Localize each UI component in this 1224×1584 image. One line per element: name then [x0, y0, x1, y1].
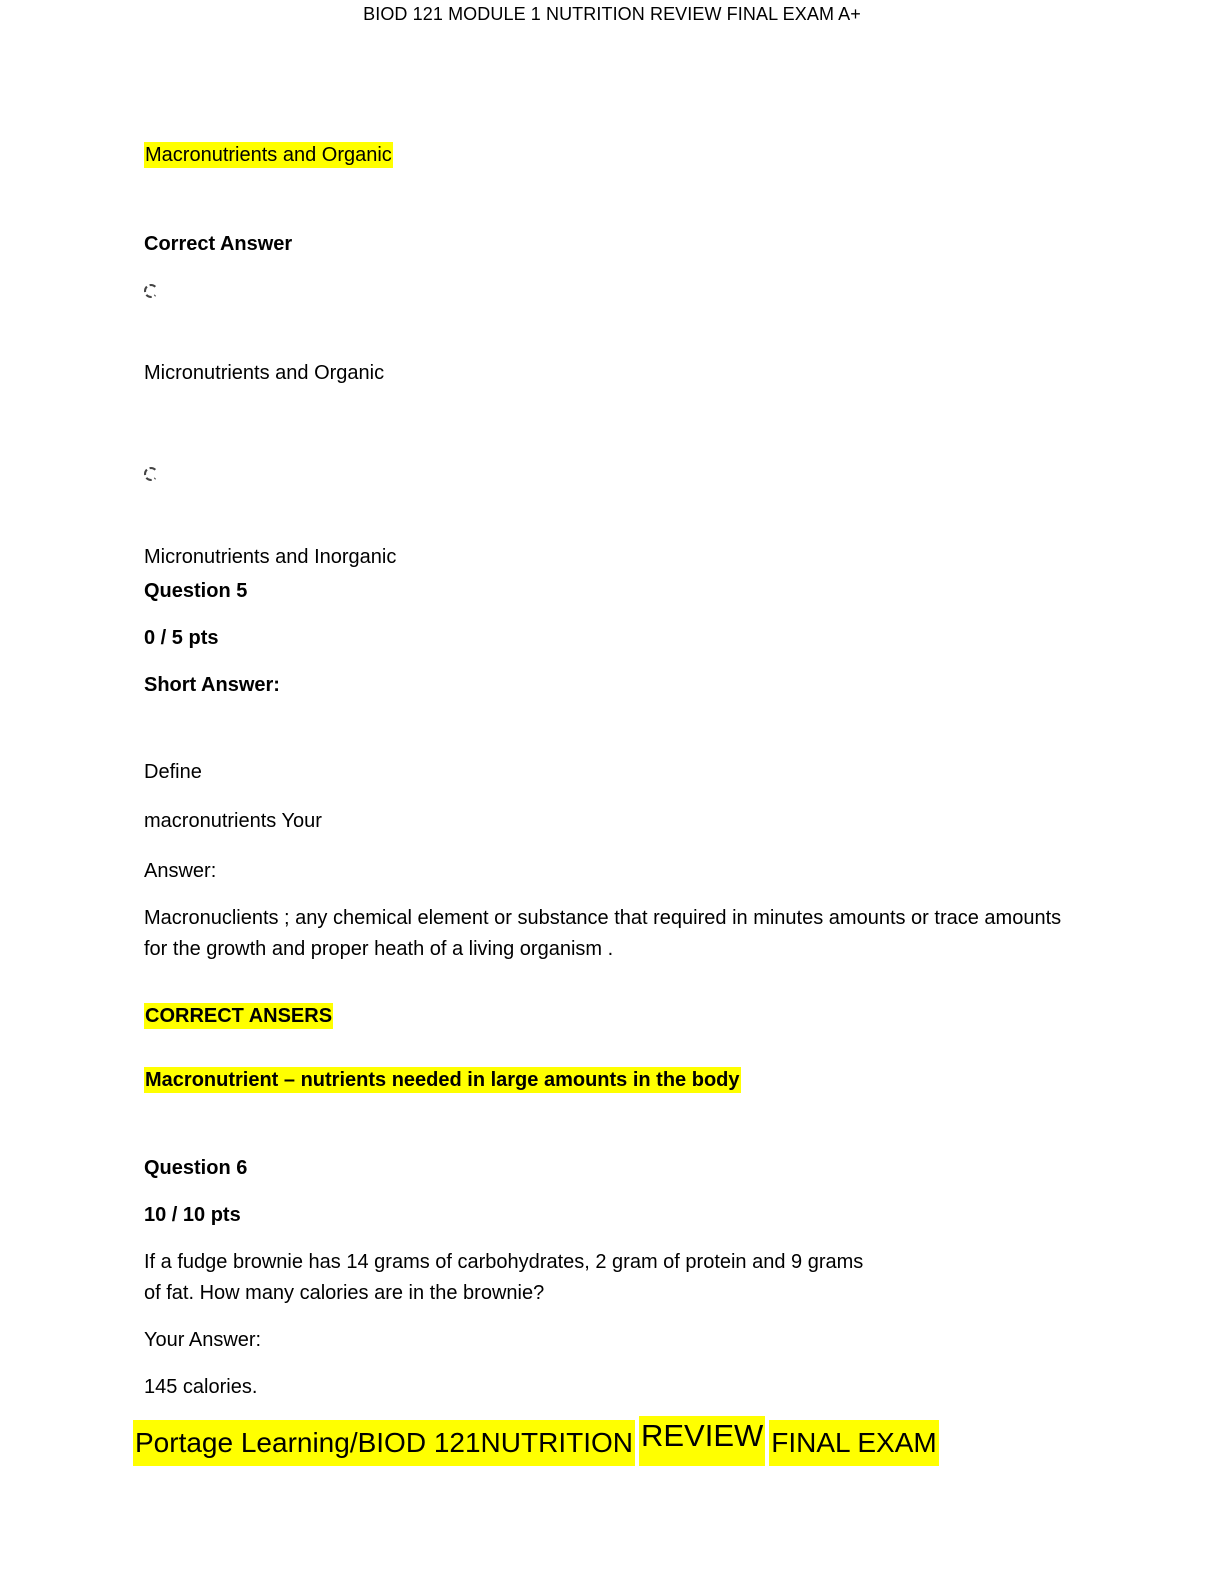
your-answer-label: Your Answer: [144, 1329, 262, 1351]
question-6-prompt: If a fudge brownie has 14 grams of carbohydrates, 2 gram of protein and 9 grams of fat. How many calories are in the brownie? [144, 1251, 864, 1304]
question-5-prompt-line1: Define [144, 761, 202, 783]
question-6-answer: 145 calories. [144, 1376, 258, 1398]
question-5-prompt-line2: macronutrients Your [144, 810, 322, 832]
correct-answers-heading [144, 1004, 333, 1028]
short-answer-label: Short Answer: [144, 674, 280, 696]
footer-part-2: REVIEW [639, 1416, 765, 1466]
radio-icon[interactable] [144, 284, 158, 298]
question-6-score: 10 / 10 pts [144, 1204, 241, 1226]
correct-answer-text [144, 1068, 741, 1092]
footer-part-3: FINAL EXAM [769, 1420, 938, 1466]
correct-answer-label: Correct Answer [144, 233, 293, 255]
option-micronutrients-organic: Micronutrients and Organic [144, 362, 385, 384]
question-5-answer: Macronuclients ; any chemical element or substance that required in minutes amounts or trace amounts for the growth and proper heath of a living organism . [144, 907, 1062, 960]
page-header: BIOD 121 MODULE 1 NUTRITION REVIEW FINAL EXAM A+ [363, 4, 861, 24]
highlighted-option-text: Macronutrients and Organic [145, 144, 392, 166]
radio-icon[interactable] [144, 467, 158, 481]
option-highlighted [144, 143, 393, 167]
correct-answers-heading-text: CORRECT ANSERS [145, 1005, 333, 1027]
footer-part-1: Portage Learning/BIOD 121NUTRITION [133, 1420, 635, 1466]
question-6-title: Question 6 [144, 1157, 248, 1179]
footer-banner [133, 1420, 943, 1466]
correct-answer-text-highlight: Macronutrient – nutrients needed in large amounts in the body [145, 1069, 740, 1091]
option-micronutrients-inorganic: Micronutrients and Inorganic [144, 546, 397, 568]
answer-label: Answer: [144, 860, 217, 882]
question-5-title: Question 5 [144, 580, 248, 602]
question-5-score: 0 / 5 pts [144, 627, 219, 649]
